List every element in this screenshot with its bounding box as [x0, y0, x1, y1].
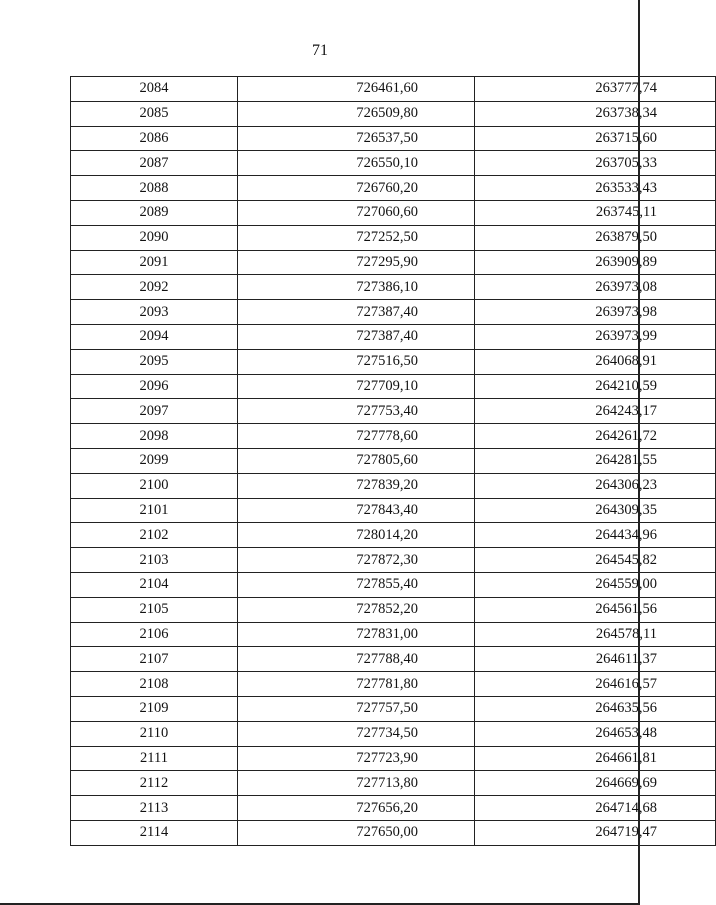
- table-row: [71, 200, 716, 225]
- y-coordinate-cell: 263705,33: [475, 151, 716, 176]
- x-coordinate-cell: 727386,10: [238, 275, 475, 300]
- x-coordinate-cell: 726760,20: [238, 176, 475, 201]
- x-coordinate-cell: 726537,50: [238, 126, 475, 151]
- y-coordinate-cell: 263973,99: [475, 324, 716, 349]
- y-coordinate-cell: 263879,50: [475, 225, 716, 250]
- table-row: [71, 275, 716, 300]
- point-number-cell: 2084: [71, 77, 238, 102]
- table-row: [71, 349, 716, 374]
- point-number-cell: 2100: [71, 473, 238, 498]
- table-row: [71, 300, 716, 325]
- table-row: [71, 746, 716, 771]
- y-coordinate-cell: 264719,47: [475, 820, 716, 845]
- x-coordinate-cell: 727805,60: [238, 448, 475, 473]
- table-row: [71, 126, 716, 151]
- table-row: [71, 424, 716, 449]
- table-row: [71, 101, 716, 126]
- point-number-cell: 2093: [71, 300, 238, 325]
- table-row: [71, 647, 716, 672]
- table-row: [71, 572, 716, 597]
- point-number-cell: 2102: [71, 523, 238, 548]
- y-coordinate-cell: 264210,59: [475, 374, 716, 399]
- coordinates-table: [70, 76, 716, 846]
- table-row: [71, 672, 716, 697]
- point-number-cell: 2097: [71, 399, 238, 424]
- y-coordinate-cell: 264243,17: [475, 399, 716, 424]
- table-row: [71, 597, 716, 622]
- y-coordinate-cell: 263533,43: [475, 176, 716, 201]
- x-coordinate-cell: 727831,00: [238, 622, 475, 647]
- point-number-cell: 2103: [71, 548, 238, 573]
- point-number-cell: 2088: [71, 176, 238, 201]
- x-coordinate-cell: 727252,50: [238, 225, 475, 250]
- page-number: 71: [312, 42, 328, 59]
- y-coordinate-cell: 264611,37: [475, 647, 716, 672]
- table-row: [71, 473, 716, 498]
- x-coordinate-cell: 727788,40: [238, 647, 475, 672]
- table-row: [71, 250, 716, 275]
- y-coordinate-cell: 263738,34: [475, 101, 716, 126]
- y-coordinate-cell: 264653,48: [475, 721, 716, 746]
- table-row: [71, 448, 716, 473]
- y-coordinate-cell: 264635,56: [475, 696, 716, 721]
- point-number-cell: 2095: [71, 349, 238, 374]
- x-coordinate-cell: 727060,60: [238, 200, 475, 225]
- table-row: [71, 151, 716, 176]
- point-number-cell: 2085: [71, 101, 238, 126]
- x-coordinate-cell: 727855,40: [238, 572, 475, 597]
- y-coordinate-cell: 263973,08: [475, 275, 716, 300]
- point-number-cell: 2092: [71, 275, 238, 300]
- point-number-cell: 2090: [71, 225, 238, 250]
- point-number-cell: 2112: [71, 771, 238, 796]
- point-number-cell: 2094: [71, 324, 238, 349]
- x-coordinate-cell: 727843,40: [238, 498, 475, 523]
- x-coordinate-cell: 727387,40: [238, 300, 475, 325]
- table-row: [71, 622, 716, 647]
- point-number-cell: 2114: [71, 820, 238, 845]
- y-coordinate-cell: 264578,11: [475, 622, 716, 647]
- table-row: [71, 721, 716, 746]
- table-row: [71, 696, 716, 721]
- x-coordinate-cell: 727650,00: [238, 820, 475, 845]
- table-row: [71, 498, 716, 523]
- x-coordinate-cell: 727656,20: [238, 796, 475, 821]
- y-coordinate-cell: 263745,11: [475, 200, 716, 225]
- point-number-cell: 2096: [71, 374, 238, 399]
- table-row: [71, 548, 716, 573]
- x-coordinate-cell: 727757,50: [238, 696, 475, 721]
- point-number-cell: 2101: [71, 498, 238, 523]
- x-coordinate-cell: 727852,20: [238, 597, 475, 622]
- y-coordinate-cell: 264306,23: [475, 473, 716, 498]
- y-coordinate-cell: 264669,69: [475, 771, 716, 796]
- x-coordinate-cell: 727295,90: [238, 250, 475, 275]
- point-number-cell: 2087: [71, 151, 238, 176]
- y-coordinate-cell: 264309,35: [475, 498, 716, 523]
- y-coordinate-cell: 264714,68: [475, 796, 716, 821]
- point-number-cell: 2086: [71, 126, 238, 151]
- table-row: [71, 796, 716, 821]
- x-coordinate-cell: 727713,80: [238, 771, 475, 796]
- y-coordinate-cell: 264661,81: [475, 746, 716, 771]
- y-coordinate-cell: 264561,56: [475, 597, 716, 622]
- x-coordinate-cell: 727734,50: [238, 721, 475, 746]
- table-row: [71, 771, 716, 796]
- x-coordinate-cell: 727778,60: [238, 424, 475, 449]
- table-row: [71, 77, 716, 102]
- table-row: [71, 523, 716, 548]
- x-coordinate-cell: 726461,60: [238, 77, 475, 102]
- y-coordinate-cell: 264545,82: [475, 548, 716, 573]
- table-row: [71, 176, 716, 201]
- x-coordinate-cell: 727387,40: [238, 324, 475, 349]
- y-coordinate-cell: 264281,55: [475, 448, 716, 473]
- x-coordinate-cell: 728014,20: [238, 523, 475, 548]
- point-number-cell: 2105: [71, 597, 238, 622]
- x-coordinate-cell: 727516,50: [238, 349, 475, 374]
- y-coordinate-cell: 263777,74: [475, 77, 716, 102]
- x-coordinate-cell: 726509,80: [238, 101, 475, 126]
- coordinates-table-body: [71, 77, 716, 846]
- table-row: [71, 225, 716, 250]
- y-coordinate-cell: 264559,00: [475, 572, 716, 597]
- y-coordinate-cell: 263715,60: [475, 126, 716, 151]
- point-number-cell: 2091: [71, 250, 238, 275]
- table-row: [71, 399, 716, 424]
- x-coordinate-cell: 727723,90: [238, 746, 475, 771]
- y-coordinate-cell: 264261,72: [475, 424, 716, 449]
- x-coordinate-cell: 727872,30: [238, 548, 475, 573]
- point-number-cell: 2111: [71, 746, 238, 771]
- point-number-cell: 2104: [71, 572, 238, 597]
- y-coordinate-cell: 263973,98: [475, 300, 716, 325]
- point-number-cell: 2098: [71, 424, 238, 449]
- x-coordinate-cell: 727753,40: [238, 399, 475, 424]
- y-coordinate-cell: 264434,96: [475, 523, 716, 548]
- point-number-cell: 2089: [71, 200, 238, 225]
- table-row: [71, 374, 716, 399]
- x-coordinate-cell: 726550,10: [238, 151, 475, 176]
- point-number-cell: 2113: [71, 796, 238, 821]
- point-number-cell: 2108: [71, 672, 238, 697]
- point-number-cell: 2110: [71, 721, 238, 746]
- x-coordinate-cell: 727709,10: [238, 374, 475, 399]
- y-coordinate-cell: 263909,89: [475, 250, 716, 275]
- table-row: [71, 324, 716, 349]
- table-row: [71, 820, 716, 845]
- point-number-cell: 2107: [71, 647, 238, 672]
- x-coordinate-cell: 727839,20: [238, 473, 475, 498]
- point-number-cell: 2099: [71, 448, 238, 473]
- y-coordinate-cell: 264616,57: [475, 672, 716, 697]
- point-number-cell: 2109: [71, 696, 238, 721]
- point-number-cell: 2106: [71, 622, 238, 647]
- x-coordinate-cell: 727781,80: [238, 672, 475, 697]
- y-coordinate-cell: 264068,91: [475, 349, 716, 374]
